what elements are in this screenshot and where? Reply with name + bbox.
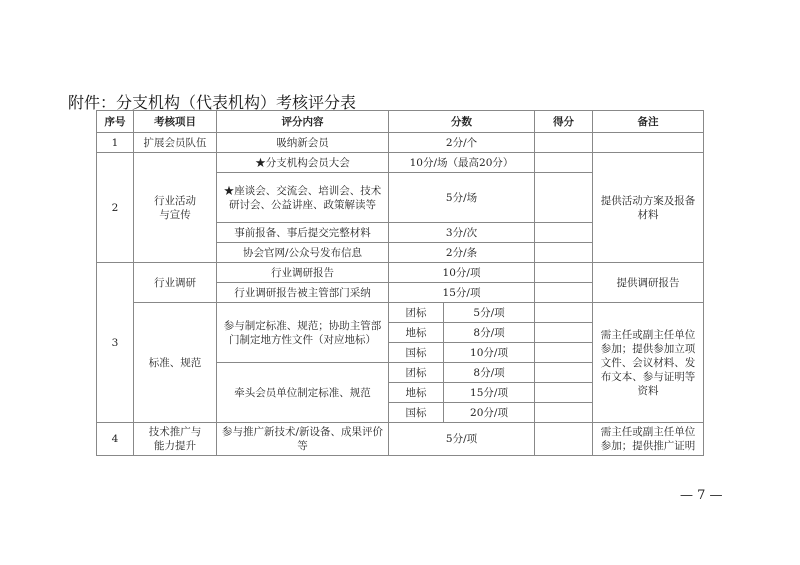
row-content: 牵头会员单位制定标准、规范	[217, 363, 389, 423]
row-item: 行业活动与宣传	[134, 153, 217, 263]
earned-cell[interactable]	[535, 383, 593, 403]
header-note: 备注	[593, 111, 704, 133]
row-content: 参与制定标准、规范；协助主管部门制定地方性文件（对应地标）	[217, 303, 389, 363]
row-note: 需主任或副主任单位参加；提供推广证明	[593, 423, 704, 456]
row-score: 10分/项	[389, 263, 535, 283]
row-score: 2分/个	[389, 133, 535, 153]
page-number: — 7 —	[680, 488, 723, 503]
row-score: 10分/项	[444, 343, 535, 363]
level-label: 地标	[389, 323, 444, 343]
header-score: 分数	[389, 111, 535, 133]
row-score: 8分/项	[444, 323, 535, 343]
header-no: 序号	[97, 111, 134, 133]
row-note: 提供活动方案及报备材料	[593, 153, 704, 263]
earned-cell[interactable]	[535, 303, 593, 323]
row-item: 扩展会员队伍	[134, 133, 217, 153]
row-score: 5分/场	[389, 173, 535, 223]
earned-cell[interactable]	[535, 363, 593, 383]
row-note	[593, 133, 704, 153]
row-score: 20分/项	[444, 403, 535, 423]
earned-cell[interactable]	[535, 153, 593, 173]
earned-cell[interactable]	[535, 263, 593, 283]
level-label: 地标	[389, 383, 444, 403]
row-content: 参与推广新技术/新设备、成果评价等	[217, 423, 389, 456]
row-score: 2分/条	[389, 243, 535, 263]
earned-cell[interactable]	[535, 423, 593, 456]
header-row	[97, 111, 704, 133]
header-item: 考核项目	[134, 111, 217, 133]
earned-cell[interactable]	[535, 403, 593, 423]
row-score: 15分/项	[444, 383, 535, 403]
table-row	[97, 153, 704, 173]
row-note: 提供调研报告	[593, 263, 704, 303]
row-score: 5分/项	[444, 303, 535, 323]
row-content: 行业调研报告被主管部门采纳	[217, 283, 389, 303]
earned-cell[interactable]	[535, 283, 593, 303]
row-content: 吸纳新会员	[217, 133, 389, 153]
assessment-table	[96, 110, 704, 456]
row-no: 1	[97, 133, 134, 153]
row-no: 3	[97, 263, 134, 423]
header-earned: 得分	[535, 111, 593, 133]
row-score: 3分/次	[389, 223, 535, 243]
row-score: 15分/项	[389, 283, 535, 303]
row-score: 8分/项	[444, 363, 535, 383]
row-item: 技术推广与能力提升	[134, 423, 217, 456]
page-title: 附件：分支机构（代表机构）考核评分表	[68, 93, 357, 112]
row-score: 10分/场（最高20分）	[389, 153, 535, 173]
earned-cell[interactable]	[535, 343, 593, 363]
level-label: 国标	[389, 403, 444, 423]
row-content: 事前报备、事后提交完整材料	[217, 223, 389, 243]
row-content: 行业调研报告	[217, 263, 389, 283]
row-no: 4	[97, 423, 134, 456]
row-item: 标准、规范	[134, 303, 217, 423]
table-row	[97, 303, 704, 323]
header-content: 评分内容	[217, 111, 389, 133]
row-content: ★座谈会、交流会、培训会、技术研讨会、公益讲座、政策解读等	[217, 173, 389, 223]
row-content: 协会官网/公众号发布信息	[217, 243, 389, 263]
table-row	[97, 133, 704, 153]
level-label: 国标	[389, 343, 444, 363]
earned-cell[interactable]	[535, 173, 593, 223]
earned-cell[interactable]	[535, 243, 593, 263]
row-content: ★分支机构会员大会	[217, 153, 389, 173]
earned-cell[interactable]	[535, 133, 593, 153]
table-row	[97, 263, 704, 283]
earned-cell[interactable]	[535, 323, 593, 343]
level-label: 团标	[389, 303, 444, 323]
row-item: 行业调研	[134, 263, 217, 303]
table-row	[97, 423, 704, 456]
row-note: 需主任或副主任单位参加；提供参加立项文件、会议材料、发布文本、参与证明等资料	[593, 303, 704, 423]
level-label: 团标	[389, 363, 444, 383]
earned-cell[interactable]	[535, 223, 593, 243]
row-score: 5分/项	[389, 423, 535, 456]
row-no: 2	[97, 153, 134, 263]
